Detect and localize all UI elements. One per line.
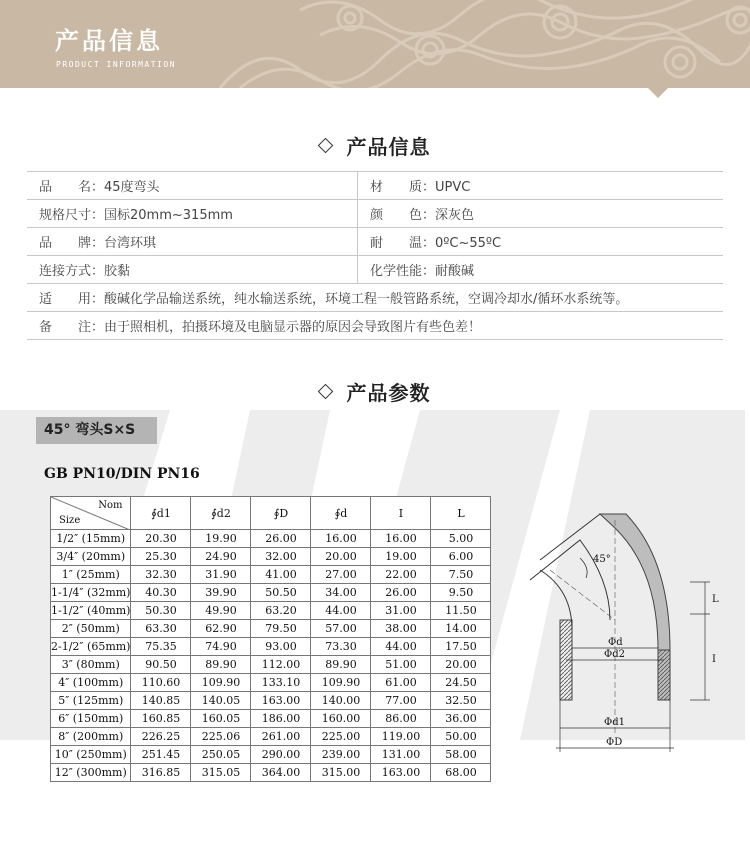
size-cell: 4″ (100mm) (51, 674, 131, 692)
info-cell: 化学性能：耐酸碱 (358, 256, 724, 284)
value-cell: 31.90 (191, 566, 251, 584)
header-banner (0, 0, 750, 88)
info-row-note (27, 312, 723, 340)
note-cell: 备 注：由于照相机，拍摄环境及电脑显示器的原因会导致图片有些色差！ (27, 312, 723, 340)
size-cell: 1-1/4″ (32mm) (51, 584, 131, 602)
value-cell: 239.00 (311, 746, 371, 764)
banner-subtitle: PRODUCT INFORMATION (56, 60, 177, 69)
info-cell: 品 牌：台湾环琪 (27, 228, 358, 256)
value-cell: 41.00 (251, 566, 311, 584)
params-heading: 产品参数 (0, 377, 750, 406)
value-cell: 61.00 (371, 674, 431, 692)
value-cell: 73.30 (311, 638, 371, 656)
value-cell: 44.00 (371, 638, 431, 656)
value-cell: 75.35 (131, 638, 191, 656)
info-row (27, 256, 723, 284)
value-cell: 6.00 (431, 548, 491, 566)
value-cell: 16.00 (371, 530, 431, 548)
table-row (51, 548, 491, 566)
standard-label: GB PN10/DIN PN16 (44, 466, 200, 482)
info-row (27, 228, 723, 256)
banner-title: 产品信息 (55, 27, 163, 55)
column-header: ∮d (311, 497, 371, 530)
dim-L-label: L (712, 594, 719, 605)
value-cell: 36.00 (431, 710, 491, 728)
table-row (51, 620, 491, 638)
spec-table (50, 496, 491, 782)
value-cell: 32.30 (131, 566, 191, 584)
value-cell: 44.00 (311, 602, 371, 620)
value-cell: 251.45 (131, 746, 191, 764)
value-cell: 364.00 (251, 764, 311, 782)
value-cell: 315.05 (191, 764, 251, 782)
value-cell: 89.90 (311, 656, 371, 674)
value-cell: 160.05 (191, 710, 251, 728)
dim-D-label: ΦD (606, 737, 623, 748)
info-cell: 颜 色：深灰色 (358, 200, 724, 228)
value-cell: 90.50 (131, 656, 191, 674)
value-cell: 290.00 (251, 746, 311, 764)
size-cell: 2″ (50mm) (51, 620, 131, 638)
value-cell: 112.00 (251, 656, 311, 674)
value-cell: 24.90 (191, 548, 251, 566)
value-cell: 225.00 (311, 728, 371, 746)
size-cell: 1″ (25mm) (51, 566, 131, 584)
value-cell: 31.00 (371, 602, 431, 620)
diamond-icon (317, 384, 333, 400)
usage-cell: 适 用：酸碱化学品输送系统，纯水输送系统，环境工程一般管路系统，空调冷却水/循环水系统等。 (27, 284, 723, 312)
table-row (51, 638, 491, 656)
value-cell: 63.30 (131, 620, 191, 638)
table-row (51, 566, 491, 584)
value-cell: 316.85 (131, 764, 191, 782)
value-cell: 109.90 (191, 674, 251, 692)
spec-header-row (51, 497, 491, 530)
table-row (51, 764, 491, 782)
value-cell: 40.30 (131, 584, 191, 602)
value-cell: 26.00 (251, 530, 311, 548)
value-cell: 163.00 (251, 692, 311, 710)
value-cell: 226.25 (131, 728, 191, 746)
column-header: L (431, 497, 491, 530)
value-cell: 24.50 (431, 674, 491, 692)
value-cell: 34.00 (311, 584, 371, 602)
value-cell: 19.90 (191, 530, 251, 548)
value-cell: 58.00 (431, 746, 491, 764)
value-cell: 261.00 (251, 728, 311, 746)
size-cell: 12″ (300mm) (51, 764, 131, 782)
value-cell: 119.00 (371, 728, 431, 746)
value-cell: 160.00 (311, 710, 371, 728)
table-row (51, 728, 491, 746)
value-cell: 39.90 (191, 584, 251, 602)
dim-d2-label: Φd2 (604, 649, 625, 660)
info-cell: 耐 温：0ºC~55ºC (358, 228, 724, 256)
size-cell: 5″ (125mm) (51, 692, 131, 710)
value-cell: 20.00 (311, 548, 371, 566)
size-cell: 6″ (150mm) (51, 710, 131, 728)
value-cell: 250.05 (191, 746, 251, 764)
banner-tab (648, 88, 668, 98)
column-header: ∮d1 (131, 497, 191, 530)
value-cell: 63.20 (251, 602, 311, 620)
value-cell: 79.50 (251, 620, 311, 638)
value-cell: 32.00 (251, 548, 311, 566)
size-cell: 3″ (80mm) (51, 656, 131, 674)
size-cell: 3/4″ (20mm) (51, 548, 131, 566)
value-cell: 51.00 (371, 656, 431, 674)
info-cell: 连接方式：胶黏 (27, 256, 358, 284)
info-table (27, 171, 723, 340)
value-cell: 32.50 (431, 692, 491, 710)
value-cell: 7.50 (431, 566, 491, 584)
info-cell: 规格尺寸：国标20mm~315mm (27, 200, 358, 228)
info-cell: 品 名：45度弯头 (27, 172, 358, 200)
table-row (51, 710, 491, 728)
value-cell: 50.00 (431, 728, 491, 746)
value-cell: 225.06 (191, 728, 251, 746)
value-cell: 74.90 (191, 638, 251, 656)
dim-I-label: I (712, 654, 716, 665)
info-row (27, 200, 723, 228)
value-cell: 68.00 (431, 764, 491, 782)
value-cell: 20.00 (431, 656, 491, 674)
info-cell: 材 质：UPVC (358, 172, 724, 200)
value-cell: 49.90 (191, 602, 251, 620)
value-cell: 22.00 (371, 566, 431, 584)
value-cell: 140.85 (131, 692, 191, 710)
dim-d1-label: Φd1 (604, 717, 625, 728)
angle-label: 45° (593, 554, 611, 565)
corner-header: Nom Size (51, 497, 131, 530)
value-cell: 25.30 (131, 548, 191, 566)
value-cell: 109.90 (311, 674, 371, 692)
table-row (51, 602, 491, 620)
value-cell: 9.50 (431, 584, 491, 602)
value-cell: 133.10 (251, 674, 311, 692)
value-cell: 38.00 (371, 620, 431, 638)
size-cell: 1-1/2″ (40mm) (51, 602, 131, 620)
diamond-icon (317, 138, 333, 154)
size-cell: 2-1/2″ (65mm) (51, 638, 131, 656)
size-cell: 10″ (250mm) (51, 746, 131, 764)
table-row (51, 530, 491, 548)
value-cell: 77.00 (371, 692, 431, 710)
size-cell: 1/2″ (15mm) (51, 530, 131, 548)
column-header: ∮D (251, 497, 311, 530)
info-row (27, 172, 723, 200)
value-cell: 89.90 (191, 656, 251, 674)
value-cell: 11.50 (431, 602, 491, 620)
value-cell: 163.00 (371, 764, 431, 782)
info-row-usage (27, 284, 723, 312)
value-cell: 131.00 (371, 746, 431, 764)
table-row (51, 584, 491, 602)
value-cell: 110.60 (131, 674, 191, 692)
table-row (51, 692, 491, 710)
size-cell: 8″ (200mm) (51, 728, 131, 746)
value-cell: 93.00 (251, 638, 311, 656)
value-cell: 14.00 (431, 620, 491, 638)
value-cell: 140.00 (311, 692, 371, 710)
value-cell: 160.85 (131, 710, 191, 728)
info-heading: 产品信息 (0, 131, 750, 160)
value-cell: 26.00 (371, 584, 431, 602)
value-cell: 140.05 (191, 692, 251, 710)
value-cell: 16.00 (311, 530, 371, 548)
value-cell: 19.00 (371, 548, 431, 566)
value-cell: 62.90 (191, 620, 251, 638)
value-cell: 50.50 (251, 584, 311, 602)
dim-d-label: Φd (608, 637, 623, 648)
value-cell: 20.30 (131, 530, 191, 548)
table-row (51, 656, 491, 674)
elbow-drawing (500, 500, 745, 760)
value-cell: 57.00 (311, 620, 371, 638)
value-cell: 315.00 (311, 764, 371, 782)
value-cell: 17.50 (431, 638, 491, 656)
series-label: 45° 弯头S×S (36, 417, 157, 444)
spec-body (51, 530, 491, 782)
value-cell: 86.00 (371, 710, 431, 728)
table-row (51, 746, 491, 764)
value-cell: 186.00 (251, 710, 311, 728)
value-cell: 50.30 (131, 602, 191, 620)
value-cell: 5.00 (431, 530, 491, 548)
column-header: ∮d2 (191, 497, 251, 530)
table-row (51, 674, 491, 692)
column-header: I (371, 497, 431, 530)
value-cell: 27.00 (311, 566, 371, 584)
